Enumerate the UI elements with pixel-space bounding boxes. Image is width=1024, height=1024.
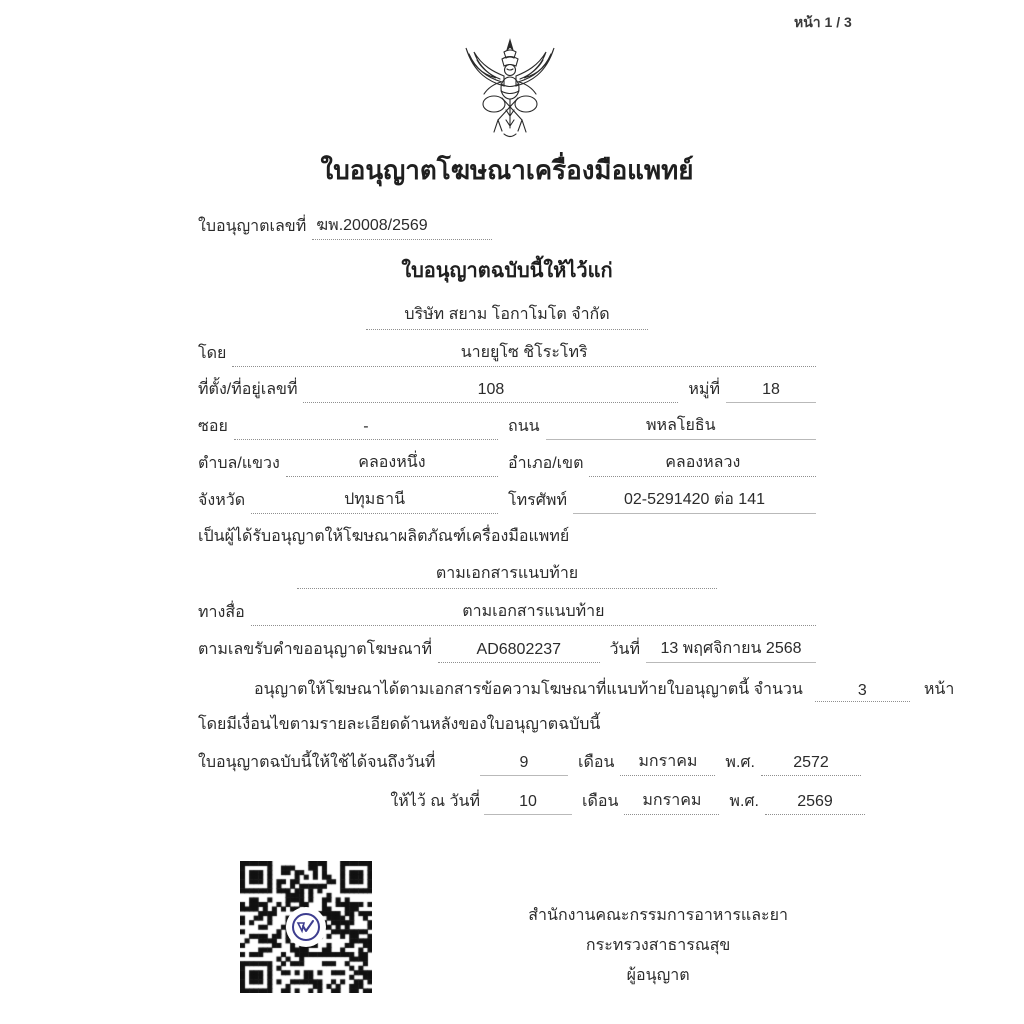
application-date-label: วันที่ bbox=[609, 641, 640, 658]
by-value: นายยูโซ ชิโระโทริ bbox=[232, 340, 816, 367]
by-row bbox=[198, 340, 816, 367]
company-name-field: บริษัท สยาม โอกาโมโต จำกัด bbox=[366, 302, 648, 330]
issued-to-heading: ใบอนุญาตฉบับนี้ให้ไว้แก่ bbox=[401, 260, 613, 282]
road-value: พหลโยธิน bbox=[546, 413, 816, 440]
by-label: โดย bbox=[198, 345, 227, 362]
soi-label: ซอย bbox=[198, 418, 228, 435]
moo-label: หมู่ที่ bbox=[688, 381, 720, 398]
address-no-label: ที่ตั้ง/ที่อยู่เลขที่ bbox=[198, 381, 298, 398]
subdistrict-value: คลองหนึ่ง bbox=[286, 450, 498, 477]
page-count-unit: หน้า bbox=[923, 681, 955, 698]
permission-text: อนุญาตให้โฆษณาได้ตามเอกสารข้อความโฆษณาที่แนบท้ายใบอนุญาตนี้ จำนวน bbox=[254, 681, 803, 698]
district-value: คลองหลวง bbox=[589, 450, 816, 477]
license-number-value: ฆพ.20008/2569 bbox=[312, 213, 492, 240]
signature-agency: สำนักงานคณะกรรมการอาหารและยา bbox=[528, 907, 788, 924]
subdistrict-district-row bbox=[198, 450, 816, 477]
soi-value: - bbox=[234, 418, 498, 440]
grant-statement: เป็นผู้ได้รับอนุญาตให้โฆษณาผลิตภัณฑ์เครื่องมือแพทย์ bbox=[198, 528, 570, 545]
application-row bbox=[198, 636, 816, 663]
license-document bbox=[198, 150, 955, 993]
phone-value: 02-5291420 ต่อ 141 bbox=[573, 487, 816, 514]
application-number-value: AD6802237 bbox=[438, 641, 599, 663]
signature-role: ผู้อนุญาต bbox=[626, 967, 690, 984]
garuda-emblem-icon bbox=[452, 36, 568, 146]
district-label: อำเภอ/เขต bbox=[508, 455, 584, 472]
issued-year: 2569 bbox=[765, 793, 865, 815]
license-number-label: ใบอนุญาตเลขที่ bbox=[198, 218, 307, 235]
page-number-indicator: หน้า 1 / 3 bbox=[794, 14, 852, 30]
province-phone-row bbox=[198, 487, 816, 514]
signature-block bbox=[528, 861, 788, 991]
province-label: จังหวัด bbox=[198, 492, 246, 509]
validity-year: 2572 bbox=[761, 754, 861, 776]
issued-date-row bbox=[198, 788, 833, 815]
soi-road-row bbox=[198, 413, 816, 440]
application-date-value: 13 พฤศจิกายน 2568 bbox=[646, 636, 816, 663]
validity-date-row bbox=[198, 749, 829, 776]
license-number-row bbox=[198, 213, 816, 240]
permission-row bbox=[198, 677, 955, 702]
address-no-value: 108 bbox=[303, 381, 678, 403]
application-number-label: ตามเลขรับคำขออนุญาตโฆษณาที่ bbox=[198, 641, 433, 658]
qr-code bbox=[240, 861, 372, 993]
media-row bbox=[198, 599, 816, 626]
fda-check-logo-icon bbox=[286, 907, 326, 947]
road-label: ถนน bbox=[508, 418, 540, 435]
validity-era-label: พ.ศ. bbox=[725, 754, 755, 771]
issued-era-label: พ.ศ. bbox=[729, 793, 759, 810]
address-row bbox=[198, 377, 816, 403]
moo-value: 18 bbox=[726, 381, 816, 403]
phone-label: โทรศัพท์ bbox=[508, 492, 567, 509]
issued-label: ให้ไว้ ณ วันที่ bbox=[390, 793, 480, 810]
attachment-field: ตามเอกสารแนบท้าย bbox=[297, 561, 717, 589]
page-count-value: 3 bbox=[815, 682, 910, 702]
issued-month-label: เดือน bbox=[582, 793, 619, 810]
bottom-section bbox=[198, 861, 816, 993]
validity-month-label: เดือน bbox=[578, 754, 615, 771]
condition-statement: โดยมีเงื่อนไขตามรายละเอียดด้านหลังของใบอนุญาตฉบับนี้ bbox=[198, 716, 601, 733]
validity-month: มกราคม bbox=[620, 749, 715, 776]
province-value: ปทุมธานี bbox=[251, 487, 498, 514]
validity-day: 9 bbox=[480, 754, 568, 776]
media-value: ตามเอกสารแนบท้าย bbox=[251, 599, 816, 626]
issued-day: 10 bbox=[484, 793, 572, 815]
issued-month: มกราคม bbox=[624, 788, 719, 815]
subdistrict-label: ตำบล/แขวง bbox=[198, 455, 280, 472]
media-label: ทางสื่อ bbox=[198, 604, 245, 621]
validity-label: ใบอนุญาตฉบับนี้ให้ใช้ได้จนถึงวันที่ bbox=[198, 754, 436, 771]
signature-ministry: กระทรวงสาธารณสุข bbox=[585, 937, 731, 954]
document-title: ใบอนุญาตโฆษณาเครื่องมือแพทย์ bbox=[320, 155, 694, 185]
